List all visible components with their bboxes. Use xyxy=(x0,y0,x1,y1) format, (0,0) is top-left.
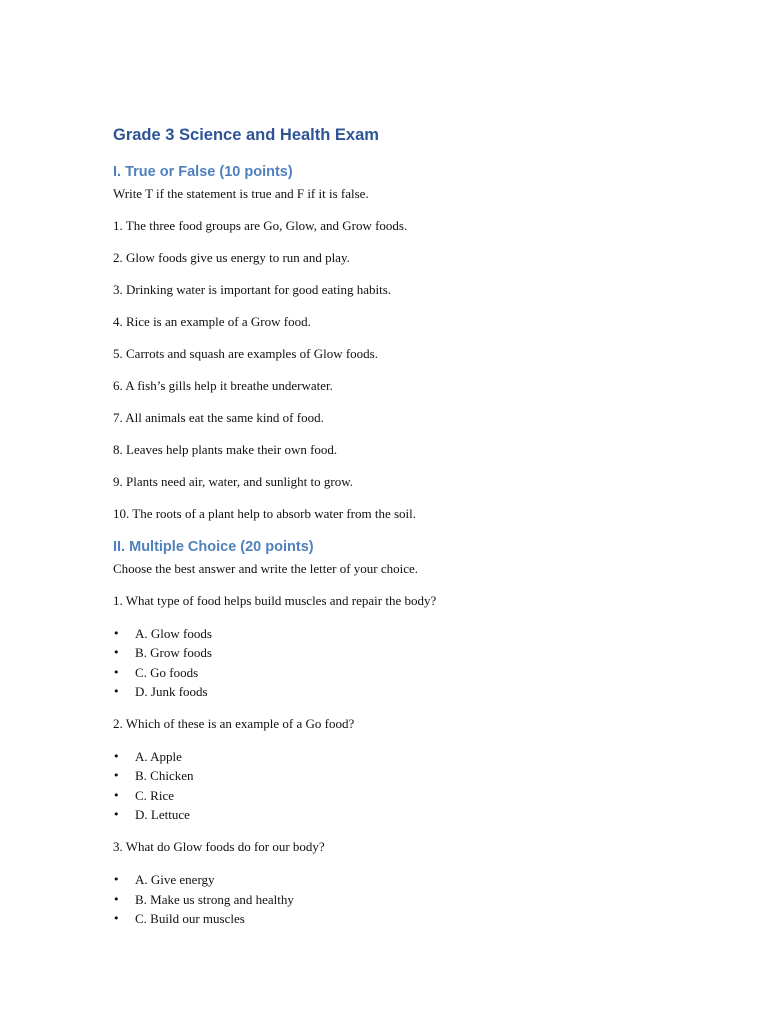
section-true-false xyxy=(113,162,673,523)
choice-label: C. Go foods xyxy=(135,664,199,680)
bullet-icon: • xyxy=(113,684,120,698)
tf-item: 7. All animals eat the same kind of food. xyxy=(113,410,324,425)
tf-item: 3. Drinking water is important for good eating habits. xyxy=(113,282,392,297)
choice-label: A. Give energy xyxy=(135,872,215,888)
tf-item: 1. The three food groups are Go, Glow, and Grow foods. xyxy=(113,218,408,233)
choice-label: B. Grow foods xyxy=(135,645,212,661)
tf-item: 8. Leaves help plants make their own food. xyxy=(113,442,338,457)
mc-choices-3 xyxy=(113,870,673,928)
choice-item xyxy=(113,766,673,785)
section-heading-true-false: I. True or False (10 points) xyxy=(113,164,293,180)
choice-label: C. Rice xyxy=(135,787,174,803)
instructions-true-false: Write T if the statement is true and F if it is false. xyxy=(113,186,369,201)
choice-label: A. Glow foods xyxy=(135,626,212,641)
bullet-icon: • xyxy=(113,627,120,640)
bullet-icon: • xyxy=(113,808,120,822)
choice-item xyxy=(113,747,673,766)
mc-question-1: 1. What type of food helps build muscles and repair the body? xyxy=(113,593,437,608)
tf-item: 9. Plants need air, water, and sunlight to grow. xyxy=(113,474,354,489)
bullet-icon: • xyxy=(113,665,120,679)
mc-choices-1 xyxy=(113,624,673,701)
tf-item: 4. Rice is an example of a Grow food. xyxy=(113,314,311,329)
tf-item: 6. A fish’s gills help it breathe underwater. xyxy=(113,378,333,393)
choice-label: B. Chicken xyxy=(135,768,194,784)
choice-item xyxy=(113,663,673,682)
bullet-icon: • xyxy=(113,911,120,925)
bullet-icon: • xyxy=(113,750,120,764)
bullet-icon: • xyxy=(113,892,120,906)
section-multiple-choice xyxy=(113,537,673,928)
choice-item xyxy=(113,643,673,662)
exam-title: Grade 3 Science and Health Exam xyxy=(113,126,379,144)
choice-item xyxy=(113,624,673,643)
choice-item xyxy=(113,890,673,909)
bullet-icon: • xyxy=(113,788,120,802)
choice-label: D. Lettuce xyxy=(135,807,190,823)
exam-page xyxy=(113,124,673,942)
choice-label: C. Build our muscles xyxy=(135,910,245,926)
bullet-icon: • xyxy=(113,646,120,660)
instructions-multiple-choice: Choose the best answer and write the letter of your choice. xyxy=(113,561,419,576)
section-heading-multiple-choice: II. Multiple Choice (20 points) xyxy=(113,539,314,555)
choice-item xyxy=(113,786,673,805)
choice-label: A. Apple xyxy=(135,749,182,765)
choice-item xyxy=(113,682,673,701)
tf-item: 2. Glow foods give us energy to run and play. xyxy=(113,250,350,265)
bullet-icon: • xyxy=(113,769,120,783)
choice-label: B. Make us strong and healthy xyxy=(135,891,294,907)
choice-item xyxy=(113,870,673,889)
choice-item xyxy=(113,909,673,928)
mc-question-2: 2. Which of these is an example of a Go food? xyxy=(113,716,355,732)
bullet-icon: • xyxy=(113,873,120,887)
tf-item: 5. Carrots and squash are examples of Glow foods. xyxy=(113,346,378,361)
mc-choices-2 xyxy=(113,747,673,824)
choice-label: D. Junk foods xyxy=(135,683,208,699)
choice-item xyxy=(113,805,673,824)
mc-question-3: 3. What do Glow foods do for our body? xyxy=(113,839,325,855)
tf-item: 10. The roots of a plant help to absorb water from the soil. xyxy=(113,506,417,521)
